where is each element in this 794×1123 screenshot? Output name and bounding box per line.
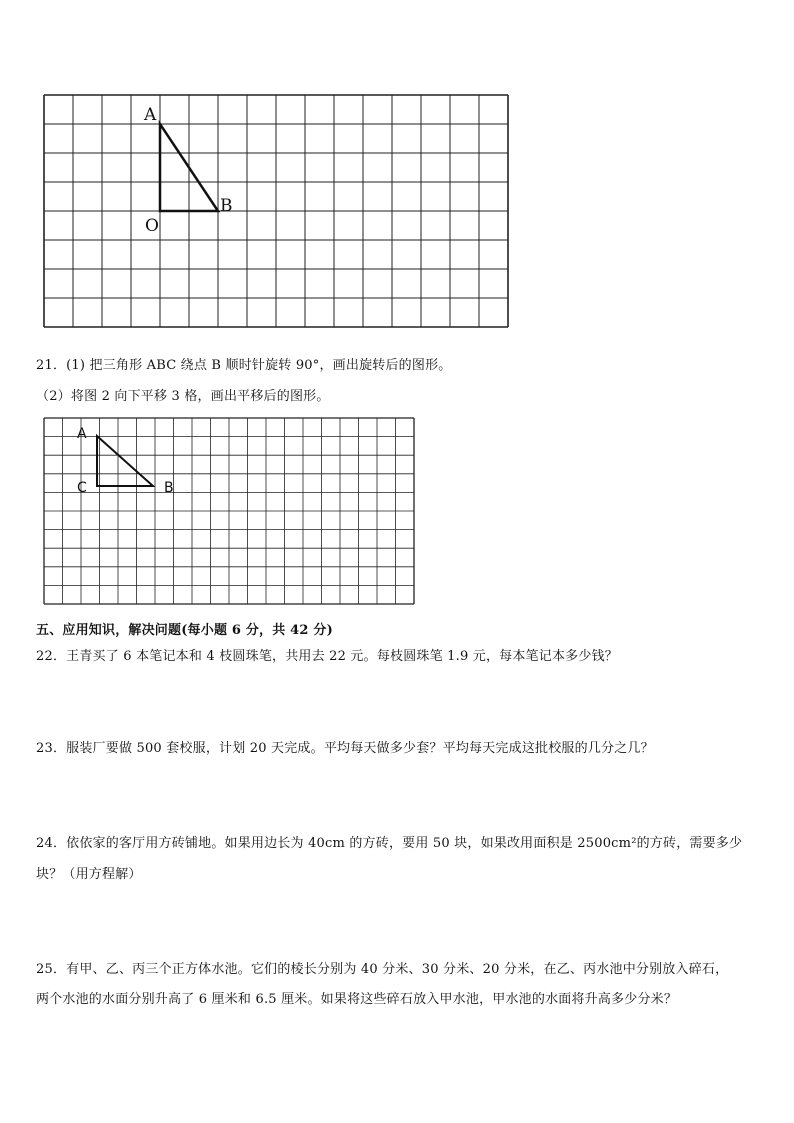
vertex-label-a: A [144,105,157,125]
question-21-part-2: （2）将图 2 向下平移 3 格，画出平移后的图形。 [36,389,330,404]
grid-lines [44,418,414,604]
section-5-title: 五、应用知识，解决问题(每小题 6 分，共 42 分) [36,623,333,638]
vertex-label-b: B [220,196,233,216]
question-24-line-2: 块？（用方程解） [36,867,142,882]
triangle-acb [97,436,153,486]
vertex-label-b: B [164,480,174,496]
question-22: 22．王青买了 6 本笔记本和 4 枝圆珠笔，共用去 22 元。每枝圆珠笔 1.9 元，每本笔记本多少钱？ [36,649,618,664]
grid-figure-1 [44,95,508,327]
question-25-line-2: 两个水池的水面分别升高了 6 厘米和 6.5 厘米。如果将这些碎石放入甲水池，甲水池的水面将升高多少分米？ [36,992,678,1007]
vertex-label-a: A [77,426,87,442]
grid-figure-2 [44,418,414,604]
vertex-label-o: O [145,216,159,236]
question-25-line-1: 25．有甲、乙、丙三个正方体水池。它们的棱长分别为 40 分米、30 分米、20 分米，在乙、丙水池中分别放入碎石， [36,962,729,977]
vertex-label-c: C [77,480,87,496]
question-24-line-1: 24．依依家的客厅用方砖铺地。如果用边长为 40cm 的方砖，要用 50 块，如果改用面积是 2500cm²的方砖，需要多少 [36,836,743,851]
question-23: 23．服装厂要做 500 套校服，计划 20 天完成。平均每天做多少套？平均每天完成这批校服的几分之几？ [36,741,654,756]
grid-lines [44,95,508,327]
question-21-part-1: 21．(1) 把三角形 ABC 绕点 B 顺时针旋转 90°，画出旋转后的图形。 [36,358,452,373]
